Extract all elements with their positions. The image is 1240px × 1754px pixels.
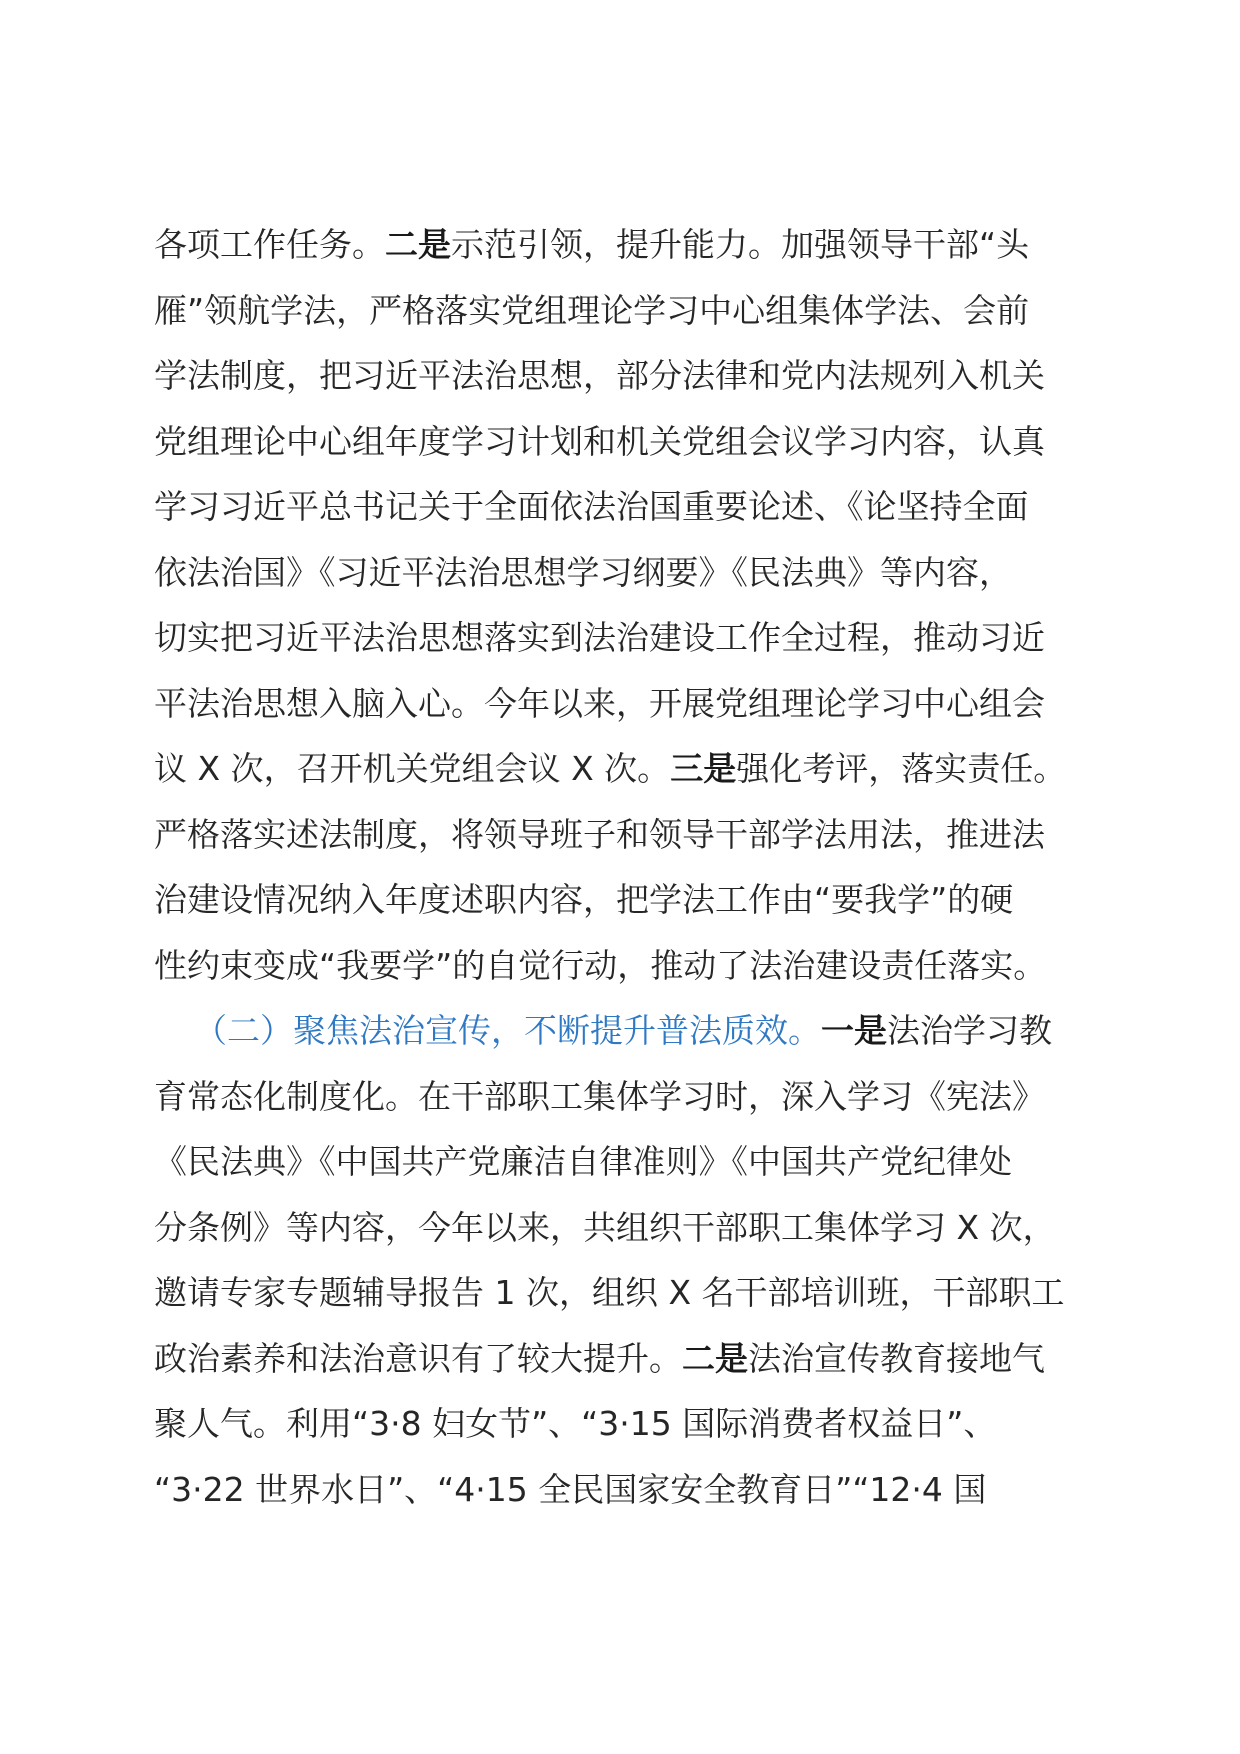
text-segment: 法治学习教: [887, 1011, 1052, 1050]
text-segment: 学习习近平总书记关于全面依法治国重要论述、《论坚持全面: [154, 487, 1029, 526]
emphasis-label: 二是: [385, 225, 451, 264]
text-segment: 治建设情况纳入年度述职内容，把学法工作由“要我学”的硬: [154, 880, 1014, 919]
text-line: [154, 409, 1084, 475]
text-line: [154, 1326, 1084, 1392]
text-line: [154, 605, 1084, 671]
text-line: [154, 540, 1084, 606]
text-segment: 《民法典》《中国共产党廉洁自律准则》《中国共产党纪律处: [154, 1142, 1012, 1181]
text-line: [154, 933, 1084, 999]
body-text: [154, 212, 1084, 1522]
emphasis-label: 一是: [821, 1011, 887, 1050]
text-line: [154, 1457, 1084, 1523]
text-segment: 切实把习近平法治思想落实到法治建设工作全过程，推动习近: [154, 618, 1045, 657]
text-segment: 各项工作任务。: [154, 225, 385, 264]
text-line: [154, 278, 1084, 344]
section-heading: （二）聚焦法治宣传，不断提升普法质效。: [194, 1011, 821, 1050]
text-line: [154, 867, 1084, 933]
text-line: [154, 343, 1084, 409]
text-segment: “3·22 世界水日”、“4·15 全民国家安全教育日”“12·4 国: [154, 1469, 987, 1509]
text-segment: 示范引领，提升能力。加强领导干部“头: [451, 225, 1030, 264]
text-segment: 议 X 次，召开机关党组会议 X 次。: [154, 749, 671, 788]
text-line: [154, 802, 1084, 868]
text-line: [154, 998, 1084, 1064]
text-segment: 邀请专家专题辅导报告 1 次，组织 X 名干部培训班，干部职工: [154, 1273, 1065, 1312]
emphasis-label: 三是: [670, 749, 737, 788]
text-line: [154, 1129, 1084, 1195]
text-line: [154, 212, 1084, 278]
text-line: [154, 474, 1084, 540]
text-segment: 党组理论中心组年度学习计划和机关党组会议学习内容，认真: [154, 421, 1045, 461]
text-segment: 聚人气。利用“3·8 妇女节”、“3·15 国际消费者权益日”、: [154, 1404, 997, 1443]
emphasis-label: 二是: [682, 1338, 748, 1378]
text-line: [154, 1195, 1084, 1261]
text-segment: 依法治国》《习近平法治思想学习纲要》《民法典》等内容，: [154, 552, 1012, 592]
text-line: [154, 671, 1084, 737]
text-segment: 政治素养和法治意识有了较大提升。: [154, 1338, 682, 1378]
text-segment: 育常态化制度化。在干部职工集体学习时，深入学习《宪法》: [154, 1076, 1045, 1116]
text-line: [154, 1391, 1084, 1457]
text-segment: 强化考评，落实责任。: [736, 749, 1067, 788]
text-line: [154, 1064, 1084, 1130]
text-line: [154, 1260, 1084, 1326]
text-segment: 严格落实述法制度，将领导班子和领导干部学法用法，推进法: [154, 814, 1045, 854]
text-segment: 性约束变成“我要学”的自觉行动，推动了法治建设责任落实。: [154, 945, 1047, 985]
text-segment: 平法治思想入脑入心。今年以来，开展党组理论学习中心组会: [154, 683, 1045, 723]
text-segment: 雁”领航学法，严格落实党组理论学习中心组集体学法、会前: [154, 290, 1030, 330]
text-line: [154, 736, 1084, 802]
text-segment: 法治宣传教育接地气: [748, 1338, 1045, 1378]
text-segment: 学法制度，把习近平法治思想，部分法律和党内法规列入机关: [154, 356, 1045, 395]
text-segment: 分条例》等内容，今年以来，共组织干部职工集体学习 X 次，: [154, 1207, 1056, 1247]
